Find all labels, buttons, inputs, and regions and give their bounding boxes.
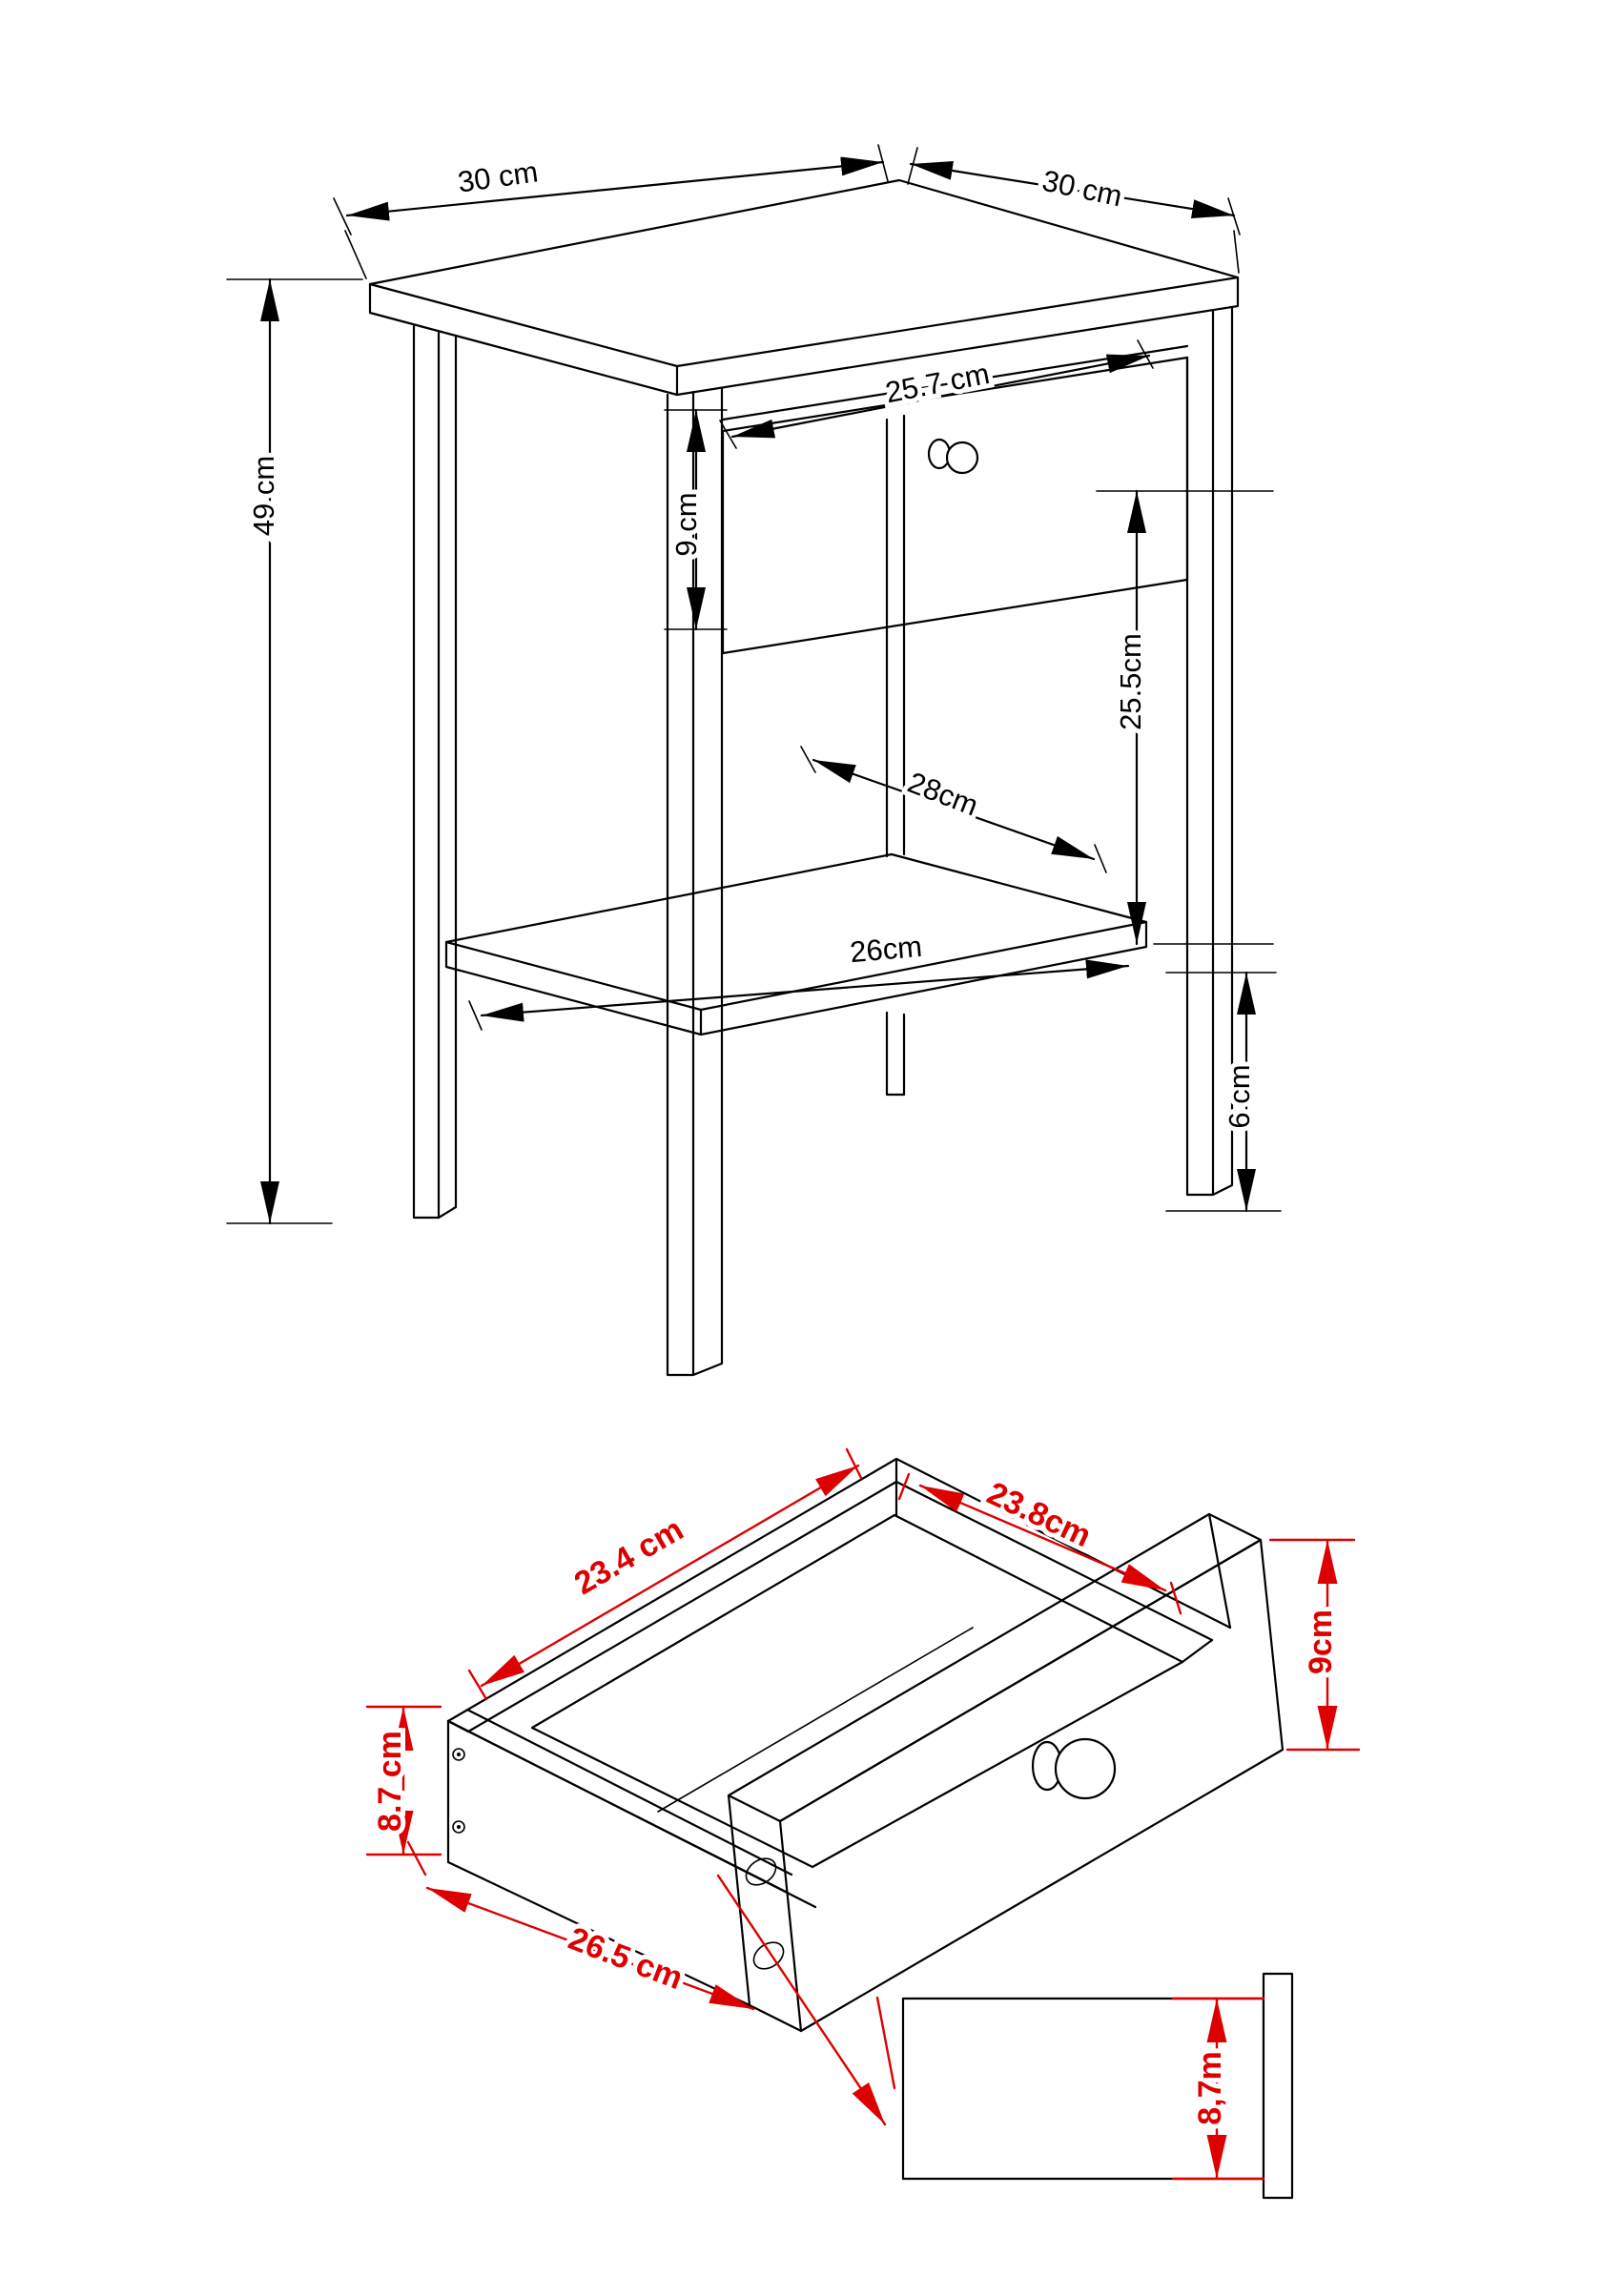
dim-shelf-clearance xyxy=(1097,491,1273,944)
dim-inner-width xyxy=(899,1474,1181,1613)
dim-label-overall-height: 49 cm xyxy=(247,455,280,537)
dim-label-leg-clearance: 6 cm xyxy=(1223,1064,1256,1129)
dim-label-shelf-clearance: 25.5cm xyxy=(1114,633,1147,730)
legs xyxy=(414,307,1232,1375)
dim-shelf-depth xyxy=(801,747,1106,872)
dim-label-profile-height: 8,7m xyxy=(1192,2051,1228,2125)
dim-drawer-width xyxy=(720,340,1153,448)
dim-front-panel-height xyxy=(1270,1540,1359,1750)
dim-label-outer-width: 26.5 cm xyxy=(564,1920,689,1998)
dim-inner-depth xyxy=(469,1449,861,1699)
dim-outer-width xyxy=(408,1842,894,2124)
dim-label-side-wall-height: 8.7 cm xyxy=(372,1731,408,1832)
tabletop xyxy=(370,180,1238,395)
dim-label-inner-width: 23.8cm xyxy=(981,1475,1097,1555)
dim-overall-height xyxy=(227,279,362,1223)
side-profile-view xyxy=(903,1974,1292,2198)
dim-label-drawer-height: 9 cm xyxy=(669,492,703,557)
dim-label-front-panel-height: 9cm xyxy=(1303,1609,1339,1675)
dim-label-inner-depth: 23.4 cm xyxy=(567,1510,690,1603)
nightstand-figure xyxy=(227,145,1281,1375)
dim-label-top-width: 30 cm xyxy=(455,154,541,199)
dim-label-shelf-depth: 28cm xyxy=(903,765,983,823)
screw-icon xyxy=(453,1749,464,1833)
shelf xyxy=(446,854,1146,1035)
dim-drawer-height xyxy=(665,410,727,629)
front-panel-profile xyxy=(1264,1974,1292,2198)
dim-leg-clearance xyxy=(1166,973,1281,1211)
drawer-knob xyxy=(929,440,977,473)
drawer-knob xyxy=(1033,1739,1115,1798)
drawer-front-panel xyxy=(729,1514,1283,2031)
leader-to-side-view xyxy=(718,1876,885,2124)
dim-label-top-depth: 30 cm xyxy=(1038,163,1125,214)
dim-top-depth xyxy=(908,148,1240,273)
dim-label-drawer-width: 25.7 cm xyxy=(882,356,993,410)
dim-label-shelf-width: 26cm xyxy=(848,929,924,970)
dim-side-wall-height xyxy=(367,1707,441,1855)
dim-top-width xyxy=(334,145,888,278)
